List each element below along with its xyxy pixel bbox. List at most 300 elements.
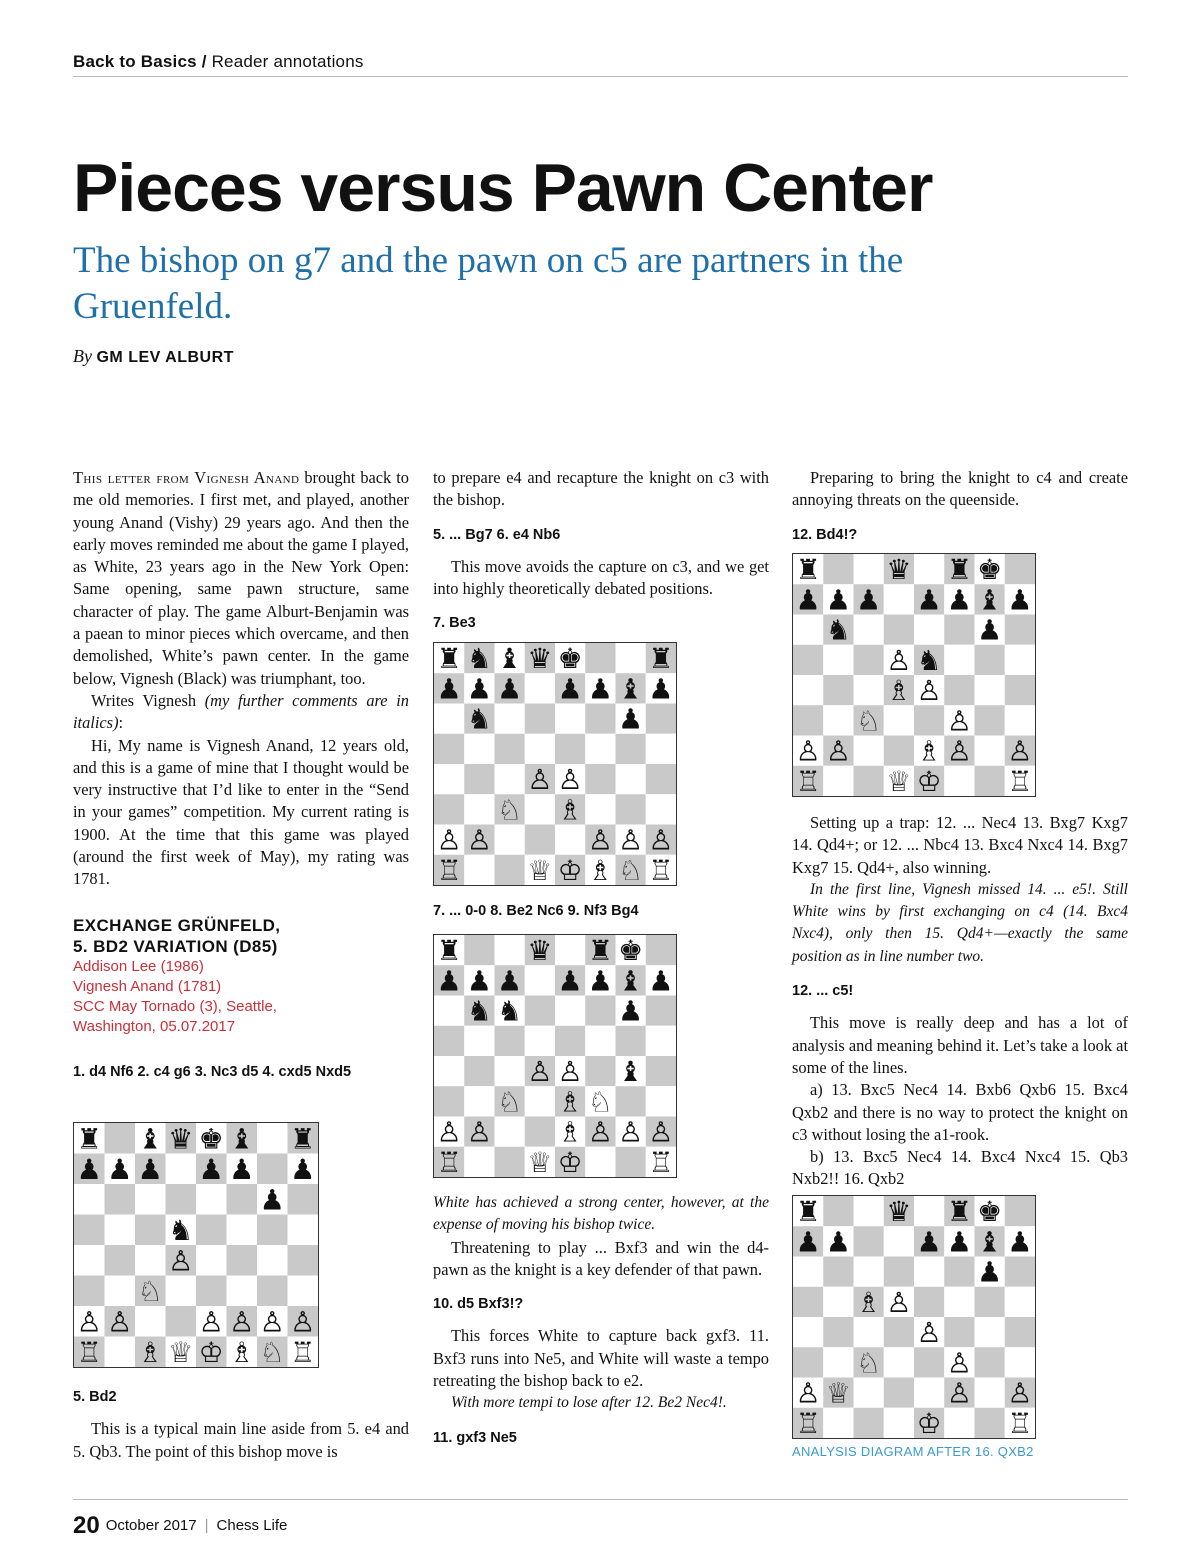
board-square bbox=[823, 1317, 853, 1347]
white-pawn-icon: ♙ bbox=[1007, 734, 1033, 768]
board-square bbox=[793, 1257, 823, 1287]
white-knight-icon: ♘ bbox=[587, 1085, 613, 1119]
board-square bbox=[884, 705, 914, 735]
black-rook-icon: ♜ bbox=[587, 935, 613, 968]
column-2 bbox=[433, 467, 769, 645]
chess-diagram-5 bbox=[792, 1195, 1036, 1439]
white-bishop-icon: ♗ bbox=[137, 1335, 163, 1367]
black-pawn-icon: ♟ bbox=[977, 1255, 1003, 1289]
black-pawn-icon: ♟ bbox=[436, 964, 462, 998]
board-square bbox=[975, 1287, 1005, 1317]
black-king-icon: ♚ bbox=[977, 554, 1003, 587]
column-3-mid bbox=[792, 812, 1128, 1191]
game-title-line2: 5. BD2 VARIATION (D85) bbox=[73, 936, 278, 956]
board-square bbox=[434, 1086, 464, 1116]
event-place-date: Washington, 05.07.2017 bbox=[73, 1017, 236, 1035]
board-square bbox=[646, 996, 676, 1026]
black-rook-icon: ♜ bbox=[795, 1196, 821, 1229]
white-pawn-icon: ♙ bbox=[1007, 1376, 1033, 1410]
white-king-icon: ♔ bbox=[557, 1145, 583, 1177]
editor-note: With more tempi to lose after 12. Be2 Nec4!. bbox=[451, 1394, 727, 1412]
move-text: 5. ... Bg7 6. e4 Nb6 bbox=[433, 526, 561, 543]
move-text: 10. d5 Bxf3!? bbox=[433, 1296, 524, 1313]
board-square bbox=[1005, 1347, 1035, 1377]
black-bishop-icon: ♝ bbox=[618, 672, 644, 706]
white-pawn-icon: ♙ bbox=[916, 674, 942, 708]
board-square bbox=[196, 1215, 227, 1246]
black-bishop-icon: ♝ bbox=[977, 583, 1003, 617]
board-square bbox=[555, 1026, 585, 1056]
white-pawn-icon: ♙ bbox=[557, 1055, 583, 1089]
white-pawn-icon: ♙ bbox=[436, 1115, 462, 1149]
white-pawn-icon: ♙ bbox=[587, 1115, 613, 1149]
white-knight-icon: ♘ bbox=[497, 1085, 523, 1119]
board-square bbox=[793, 675, 823, 705]
magazine-name: Chess Life bbox=[216, 1517, 288, 1534]
board-square bbox=[495, 855, 525, 885]
black-pawn-icon: ♟ bbox=[648, 672, 674, 706]
event: SCC May Tornado (3), Seattle, bbox=[73, 997, 277, 1015]
white-pawn-icon: ♙ bbox=[946, 704, 972, 738]
board-square bbox=[434, 794, 464, 824]
board-square bbox=[854, 766, 884, 796]
white-queen-icon: ♕ bbox=[886, 764, 912, 796]
chess-diagram-2 bbox=[433, 642, 677, 886]
white-knight-icon: ♘ bbox=[618, 853, 644, 885]
board-square bbox=[944, 675, 974, 705]
board-square bbox=[464, 1147, 494, 1177]
board-square bbox=[495, 825, 525, 855]
white-pawn-icon: ♙ bbox=[198, 1305, 224, 1339]
board-square bbox=[646, 794, 676, 824]
black-pawn-icon: ♟ bbox=[795, 1225, 821, 1259]
board-square bbox=[616, 734, 646, 764]
white-queen-icon: ♕ bbox=[168, 1335, 194, 1367]
board-square bbox=[585, 734, 615, 764]
board-square bbox=[854, 1257, 884, 1287]
white-rook-icon: ♖ bbox=[1007, 764, 1033, 796]
black-pawn-icon: ♟ bbox=[436, 672, 462, 706]
board-square bbox=[495, 1147, 525, 1177]
board-square bbox=[227, 1276, 258, 1307]
board-square bbox=[616, 643, 646, 673]
board-square bbox=[646, 1086, 676, 1116]
white-bishop-icon: ♗ bbox=[916, 734, 942, 768]
board-square bbox=[434, 704, 464, 734]
board-square bbox=[823, 705, 853, 735]
black-pawn-icon: ♟ bbox=[587, 672, 613, 706]
paragraph: This is a typical main line aside from 5. e4 and 5. Qb3. The point of this bishop move is bbox=[73, 1419, 409, 1461]
board-square bbox=[975, 705, 1005, 735]
black-knight-icon: ♞ bbox=[168, 1213, 194, 1247]
chess-board bbox=[434, 935, 676, 1177]
board-square bbox=[464, 734, 494, 764]
black-rook-icon: ♜ bbox=[795, 554, 821, 587]
board-square bbox=[434, 1056, 464, 1086]
board-square bbox=[1005, 1257, 1035, 1287]
board-square bbox=[166, 1154, 197, 1185]
chess-board bbox=[74, 1123, 318, 1367]
black-pawn-icon: ♟ bbox=[916, 583, 942, 617]
board-square bbox=[464, 1056, 494, 1086]
board-square bbox=[257, 1123, 288, 1154]
white-rook-icon: ♖ bbox=[436, 853, 462, 885]
black-knight-icon: ♞ bbox=[466, 702, 492, 736]
board-square bbox=[585, 764, 615, 794]
black-pawn-icon: ♟ bbox=[587, 964, 613, 998]
board-square bbox=[884, 1257, 914, 1287]
white-king-icon: ♔ bbox=[557, 853, 583, 885]
column-2-bottom bbox=[433, 1192, 769, 1459]
board-square bbox=[105, 1245, 136, 1276]
board-square bbox=[854, 1317, 884, 1347]
black-rook-icon: ♜ bbox=[436, 935, 462, 968]
board-square bbox=[257, 1245, 288, 1276]
board-square bbox=[616, 1086, 646, 1116]
white-pawn-icon: ♙ bbox=[527, 763, 553, 797]
black-knight-icon: ♞ bbox=[466, 994, 492, 1028]
black-rook-icon: ♜ bbox=[648, 643, 674, 676]
move-text: 12. ... c5! bbox=[792, 983, 854, 1000]
board-square bbox=[914, 1196, 944, 1226]
white-rook-icon: ♖ bbox=[290, 1335, 316, 1367]
board-square bbox=[884, 1226, 914, 1256]
board-square bbox=[914, 615, 944, 645]
board-square bbox=[434, 764, 464, 794]
board-square bbox=[105, 1184, 136, 1215]
board-square bbox=[257, 1276, 288, 1307]
board-square bbox=[464, 1086, 494, 1116]
board-square bbox=[944, 766, 974, 796]
move-text: 11. gxf3 Ne5 bbox=[433, 1429, 517, 1446]
black-knight-icon: ♞ bbox=[825, 613, 851, 647]
board-square bbox=[555, 996, 585, 1026]
board-square bbox=[944, 615, 974, 645]
white-bishop-icon: ♗ bbox=[886, 674, 912, 708]
board-square bbox=[944, 1408, 974, 1438]
white-bishop-icon: ♗ bbox=[557, 1115, 583, 1149]
board-square bbox=[823, 1347, 853, 1377]
black-knight-icon: ♞ bbox=[497, 994, 523, 1028]
column-3 bbox=[792, 467, 1128, 556]
white-knight-icon: ♘ bbox=[497, 793, 523, 827]
board-square bbox=[975, 675, 1005, 705]
board-square bbox=[823, 554, 853, 584]
white-rook-icon: ♖ bbox=[1007, 1406, 1033, 1438]
board-square bbox=[74, 1215, 105, 1246]
board-square bbox=[525, 734, 555, 764]
board-square bbox=[975, 1378, 1005, 1408]
black-king-icon: ♚ bbox=[977, 1196, 1003, 1229]
board-square bbox=[944, 1287, 974, 1317]
board-square bbox=[1005, 1196, 1035, 1226]
board-square bbox=[793, 645, 823, 675]
board-square bbox=[464, 764, 494, 794]
black-queen-icon: ♛ bbox=[168, 1123, 194, 1156]
black-pawn-icon: ♟ bbox=[137, 1152, 163, 1186]
board-square bbox=[616, 1147, 646, 1177]
black-pawn-icon: ♟ bbox=[618, 994, 644, 1028]
board-square bbox=[884, 615, 914, 645]
board-square bbox=[585, 794, 615, 824]
paragraph: Threatening to play ... Bxf3 and win the d4-pawn as the knight is a key defender of that pawn. bbox=[433, 1237, 769, 1279]
game-title-line1: EXCHANGE GRÜNFELD, bbox=[73, 915, 281, 935]
board-square bbox=[585, 643, 615, 673]
board-square bbox=[196, 1276, 227, 1307]
black-pawn-icon: ♟ bbox=[497, 672, 523, 706]
board-square bbox=[555, 825, 585, 855]
white-pawn-icon: ♙ bbox=[168, 1244, 194, 1278]
white-pawn-icon: ♙ bbox=[76, 1305, 102, 1339]
column-1-bottom bbox=[73, 1386, 409, 1463]
board-square bbox=[434, 996, 464, 1026]
byline-by: By bbox=[73, 346, 92, 366]
black-queen-icon: ♛ bbox=[886, 554, 912, 587]
board-square bbox=[257, 1215, 288, 1246]
black-bishop-icon: ♝ bbox=[229, 1123, 255, 1156]
board-square bbox=[646, 734, 676, 764]
board-square bbox=[166, 1306, 197, 1337]
black-pawn-icon: ♟ bbox=[946, 1225, 972, 1259]
board-square bbox=[914, 1378, 944, 1408]
section-name: Back to Basics bbox=[73, 52, 197, 71]
subsection-name: Reader annotations bbox=[211, 52, 364, 71]
board-square bbox=[823, 675, 853, 705]
board-square bbox=[495, 764, 525, 794]
white-pawn-icon: ♙ bbox=[618, 823, 644, 857]
board-square bbox=[288, 1184, 319, 1215]
paragraph: This forces White to capture back gxf3. 11. Bxf3 runs into Ne5, and White will waste a tempo retreating the bishop back to e2. bbox=[433, 1326, 769, 1391]
white-pawn-icon: ♙ bbox=[946, 734, 972, 768]
header-rule bbox=[73, 76, 1128, 77]
article-title: Pieces versus Pawn Center bbox=[73, 150, 933, 226]
white-pawn-icon: ♙ bbox=[916, 1316, 942, 1350]
board-square bbox=[1005, 645, 1035, 675]
board-square bbox=[288, 1215, 319, 1246]
board-square bbox=[975, 736, 1005, 766]
paragraph-text: brought back to me old memories. I first met, and played, another young Anand (Vishy) 29 years ago. And then the early moves reminded me about the game I played, as White, 23 years ago in the New York Open: Same opening, same pawn structure, same character of play. The game Alburt-Benjamin was a paean to minor pieces which overcame, and then demolished, White’s pawn center. In the game below, Vignesh (Black) was triumphant, too. bbox=[73, 468, 409, 688]
black-pawn-icon: ♟ bbox=[290, 1152, 316, 1186]
white-king-icon: ♔ bbox=[198, 1335, 224, 1367]
black-bishop-icon: ♝ bbox=[977, 1225, 1003, 1259]
paragraph bbox=[73, 467, 409, 690]
white-pawn-icon: ♙ bbox=[886, 643, 912, 677]
white-rook-icon: ♖ bbox=[648, 853, 674, 885]
black-rook-icon: ♜ bbox=[946, 1196, 972, 1229]
board-square bbox=[135, 1184, 166, 1215]
board-square bbox=[105, 1276, 136, 1307]
board-square bbox=[227, 1215, 258, 1246]
board-square bbox=[646, 1026, 676, 1056]
paragraph: Setting up a trap: 12. ... Nec4 13. Bxg7 Kxg7 14. Qd4+; or 12. ... Nbc4 13. Bxc4 Nxc4 14. Bxg7 Kxg7 15. Qd4+, also winning. bbox=[792, 813, 1128, 877]
board-square bbox=[585, 996, 615, 1026]
chess-board bbox=[793, 1196, 1035, 1438]
chess-board bbox=[793, 554, 1035, 796]
board-square bbox=[166, 1184, 197, 1215]
board-square bbox=[196, 1184, 227, 1215]
black-bishop-icon: ♝ bbox=[618, 964, 644, 998]
board-square bbox=[555, 734, 585, 764]
board-square bbox=[884, 1408, 914, 1438]
board-square bbox=[884, 1317, 914, 1347]
board-square bbox=[525, 1117, 555, 1147]
black-knight-icon: ♞ bbox=[466, 643, 492, 676]
board-square bbox=[74, 1184, 105, 1215]
white-bishop-icon: ♗ bbox=[856, 1285, 882, 1319]
board-square bbox=[823, 1408, 853, 1438]
issue-date: October 2017 bbox=[105, 1517, 197, 1534]
paragraph: a) 13. Bxc5 Nec4 14. Bxb6 Qxb6 15. Bxc4 Qxb2 and there is no way to protect the knight on c3 without losing the a1-rook. bbox=[792, 1080, 1128, 1144]
black-bishop-icon: ♝ bbox=[618, 1055, 644, 1089]
board-square bbox=[135, 1245, 166, 1276]
board-square bbox=[914, 705, 944, 735]
board-square bbox=[495, 1056, 525, 1086]
board-square bbox=[854, 1226, 884, 1256]
board-square bbox=[525, 965, 555, 995]
white-pawn-icon: ♙ bbox=[229, 1305, 255, 1339]
black-pawn-icon: ♟ bbox=[466, 964, 492, 998]
board-square bbox=[135, 1306, 166, 1337]
board-square bbox=[616, 794, 646, 824]
board-square bbox=[585, 1147, 615, 1177]
board-square bbox=[1005, 705, 1035, 735]
move-text: 1. d4 Nf6 2. c4 g6 3. Nc3 d5 4. cxd5 Nxd5 bbox=[73, 1063, 352, 1080]
board-square bbox=[884, 584, 914, 614]
board-square bbox=[555, 935, 585, 965]
editor-note: (my further comments are in italics) bbox=[73, 690, 409, 733]
paragraph: This move is really deep and has a lot of analysis and meaning behind it. Let’s take a look at some of the lines. bbox=[792, 1013, 1128, 1077]
board-square bbox=[495, 734, 525, 764]
board-square bbox=[525, 996, 555, 1026]
board-square bbox=[495, 1026, 525, 1056]
byline bbox=[73, 346, 234, 367]
white-bishop-icon: ♗ bbox=[557, 1085, 583, 1119]
board-square bbox=[525, 673, 555, 703]
white-pawn-icon: ♙ bbox=[825, 734, 851, 768]
column-1 bbox=[73, 467, 409, 1093]
white-rook-icon: ♖ bbox=[795, 764, 821, 796]
black-pawn-icon: ♟ bbox=[795, 583, 821, 617]
white-bishop-icon: ♗ bbox=[557, 793, 583, 827]
paragraph: This move avoids the capture on c3, and we get into highly theoretically debated positions. bbox=[433, 556, 769, 599]
board-square bbox=[854, 675, 884, 705]
white-rook-icon: ♖ bbox=[795, 1406, 821, 1438]
board-square bbox=[793, 1347, 823, 1377]
black-pawn-icon: ♟ bbox=[1007, 583, 1033, 617]
white-bishop-icon: ♗ bbox=[229, 1335, 255, 1367]
board-square bbox=[555, 704, 585, 734]
section-label bbox=[73, 52, 364, 72]
white-pawn-icon: ♙ bbox=[648, 1115, 674, 1149]
move-text: 12. Bd4!? bbox=[792, 526, 858, 543]
black-pawn-icon: ♟ bbox=[229, 1152, 255, 1186]
board-square bbox=[525, 704, 555, 734]
black-pawn-icon: ♟ bbox=[946, 583, 972, 617]
white-king-icon: ♔ bbox=[916, 764, 942, 796]
black-pawn-icon: ♟ bbox=[825, 583, 851, 617]
board-square bbox=[1005, 615, 1035, 645]
board-square bbox=[1005, 554, 1035, 584]
move-text: 7. Be3 bbox=[433, 615, 476, 632]
black-rook-icon: ♜ bbox=[436, 643, 462, 676]
article-subtitle: The bishop on g7 and the pawn on c5 are partners in the Gruenfeld. bbox=[73, 240, 904, 327]
white-pawn-icon: ♙ bbox=[648, 823, 674, 857]
black-pawn-icon: ♟ bbox=[648, 964, 674, 998]
black-king-icon: ♚ bbox=[557, 643, 583, 676]
board-square bbox=[525, 1086, 555, 1116]
white-pawn-icon: ♙ bbox=[107, 1305, 133, 1339]
black-player: Vignesh Anand (1781) bbox=[73, 977, 222, 995]
board-square bbox=[464, 794, 494, 824]
paragraph: b) 13. Bxc5 Nec4 14. Bxc4 Nxc4 15. Qb3 Nxb2!! 16. Qxb2 bbox=[792, 1147, 1128, 1189]
board-square bbox=[823, 1257, 853, 1287]
board-square bbox=[646, 764, 676, 794]
board-square bbox=[793, 705, 823, 735]
white-queen-icon: ♕ bbox=[527, 1145, 553, 1177]
editor-note: In the first line, Vignesh missed 14. ... e5!. Still White wins by first exchanging on c4 (14. Bxc4 Nxc4), only then 15. Qd4+—exactly the same position as in line number two. bbox=[792, 880, 1128, 965]
board-square bbox=[227, 1245, 258, 1276]
board-square bbox=[944, 1257, 974, 1287]
paragraph: to prepare e4 and recapture the knight on c3 with the bishop. bbox=[433, 468, 769, 510]
board-square bbox=[434, 1026, 464, 1056]
footer: 20 October 2017 | Chess Life bbox=[73, 1512, 288, 1539]
board-square bbox=[1005, 675, 1035, 705]
white-pawn-icon: ♙ bbox=[886, 1285, 912, 1319]
chess-diagram-4 bbox=[792, 553, 1036, 797]
black-pawn-icon: ♟ bbox=[466, 672, 492, 706]
white-pawn-icon: ♙ bbox=[946, 1376, 972, 1410]
board-square bbox=[975, 645, 1005, 675]
board-square bbox=[495, 704, 525, 734]
byline-author: GM LEV ALBURT bbox=[96, 349, 234, 366]
board-square bbox=[464, 1026, 494, 1056]
black-pawn-icon: ♟ bbox=[618, 702, 644, 736]
black-pawn-icon: ♟ bbox=[76, 1152, 102, 1186]
board-square bbox=[944, 1317, 974, 1347]
board-square bbox=[135, 1215, 166, 1246]
chess-diagram-3 bbox=[433, 934, 677, 1178]
white-queen-icon: ♕ bbox=[527, 853, 553, 885]
black-pawn-icon: ♟ bbox=[916, 1225, 942, 1259]
black-pawn-icon: ♟ bbox=[856, 583, 882, 617]
white-pawn-icon: ♙ bbox=[466, 1115, 492, 1149]
board-square bbox=[975, 1347, 1005, 1377]
chess-board bbox=[434, 643, 676, 885]
white-pawn-icon: ♙ bbox=[795, 734, 821, 768]
board-square bbox=[1005, 1287, 1035, 1317]
board-square bbox=[854, 1408, 884, 1438]
white-pawn-icon: ♙ bbox=[618, 1115, 644, 1149]
board-square bbox=[257, 1154, 288, 1185]
black-bishop-icon: ♝ bbox=[137, 1123, 163, 1156]
white-pawn-icon: ♙ bbox=[466, 823, 492, 857]
board-square bbox=[646, 704, 676, 734]
board-square bbox=[884, 736, 914, 766]
black-pawn-icon: ♟ bbox=[557, 964, 583, 998]
board-square bbox=[914, 554, 944, 584]
black-rook-icon: ♜ bbox=[290, 1123, 316, 1156]
white-pawn-icon: ♙ bbox=[946, 1346, 972, 1380]
white-bishop-icon: ♗ bbox=[587, 853, 613, 885]
board-square bbox=[288, 1245, 319, 1276]
board-square bbox=[793, 615, 823, 645]
board-square bbox=[646, 1056, 676, 1086]
board-square bbox=[823, 645, 853, 675]
board-square bbox=[914, 1257, 944, 1287]
board-square bbox=[74, 1276, 105, 1307]
board-square bbox=[525, 794, 555, 824]
black-pawn-icon: ♟ bbox=[977, 613, 1003, 647]
